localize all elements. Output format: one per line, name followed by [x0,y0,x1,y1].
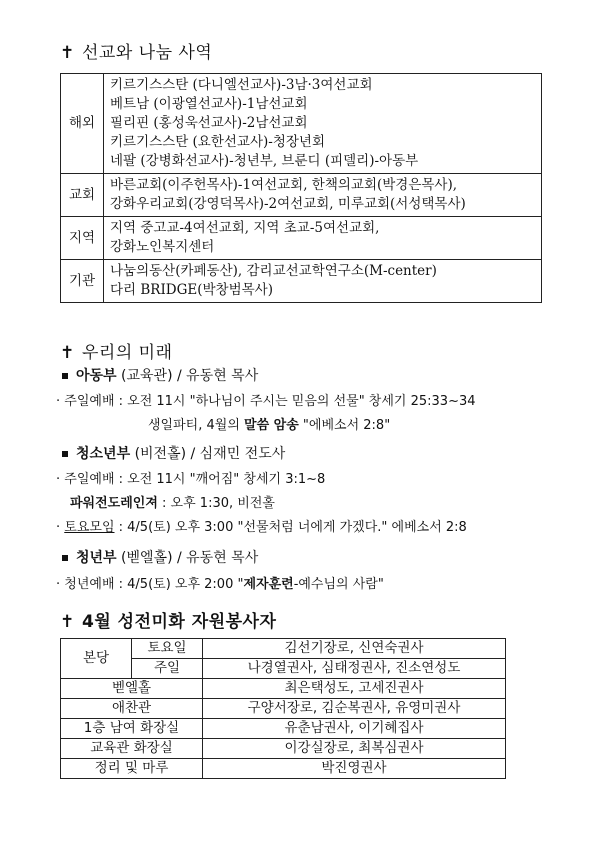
names-cell: 최은택성도, 고세진권사 [203,679,506,699]
young-adult-heading: 청년부 (벧엘홀) / 유동현 목사 [62,547,258,567]
names-cell: 유춘남권사, 이기혜집사 [203,719,506,739]
table-row [61,639,506,659]
category-cell: 해외 [61,74,104,174]
place-cell: 애찬관 [61,699,203,719]
category-content: 키르기스스탄 (다니엘선교사)-3남·3여선교회 베트남 (이광열선교사)-1남선교회 필리핀 (홍성욱선교사)-2남선교회 키르기스스탄 (요한선교사)-청장년회 네팔 (강병화선교사)-청년부, 브룬디 (피델리)-아동부 [104,74,542,174]
day-cell: 토요일 [132,639,203,659]
mission-section-title: ✝ 선교와 나눔 사역 [60,43,213,63]
main-sanctuary-cell: 본당 [61,639,132,679]
volunteers-table [60,638,506,779]
young-adult-worship: · 청년예배 : 4/5(토) 오후 2:00 "제자훈련-예수님의 사람" [56,577,384,592]
square-bullet-icon [62,451,68,457]
youth-worship: · 주일예배 : 오전 11시 "깨어짐" 창세기 3:1~8 [56,472,326,487]
youth-power-ranger: 파워전도레인져 : 오후 1:30, 비전홀 [70,496,275,511]
place-cell: 1층 남여 화장실 [61,719,203,739]
cross-icon: ✝ [60,43,75,63]
table-row [61,719,506,739]
volunteers-section-title: ✝ 4월 성전미화 자원봉사자 [60,612,277,632]
children-memory-verse: 생일파티, 4월의 말씀 암송 "에베소서 2:8" [148,418,391,433]
mission-table [60,73,542,303]
table-row [61,74,542,174]
category-cell: 기관 [61,260,104,303]
category-content: 나눔의동산(카페동산), 감리교선교학연구소(M-center) 다리 BRIDGE(박창범목사) [104,260,542,303]
category-content: 바른교회(이주헌목사)-1여선교회, 한책의교회(박경은목사), 강화우리교회(강영덕목사)-2여선교회, 미루교회(서성택목사) [104,174,542,217]
names-cell: 박진영권사 [203,759,506,779]
category-content: 지역 중고교-4여선교회, 지역 초교-5여선교회, 강화노인복지센터 [104,217,542,260]
square-bullet-icon [62,555,68,561]
category-cell: 지역 [61,217,104,260]
names-cell: 김선기장로, 신연숙권사 [203,639,506,659]
names-cell: 나경열권사, 심태정권사, 진소연성도 [203,659,506,679]
cross-icon: ✝ [60,343,75,363]
youth-saturday-meeting: · 토요모임 : 4/5(토) 오후 3:00 "선물처럼 너에게 가겠다." 에베소서 2:8 [56,520,467,535]
youth-heading: 청소년부 (비전홀) / 심재민 전도사 [62,443,285,463]
cross-icon: ✝ [60,612,75,632]
category-cell: 교회 [61,174,104,217]
children-heading: 아동부 (교육관) / 유동현 목사 [62,365,258,385]
square-bullet-icon [62,373,68,379]
place-cell: 교육관 화장실 [61,739,203,759]
day-cell: 주일 [132,659,203,679]
table-row [61,174,542,217]
place-cell: 정리 및 마루 [61,759,203,779]
table-row [61,217,542,260]
children-worship: · 주일예배 : 오전 11시 "하나님이 주시는 믿음의 선물" 창세기 25:33~34 [56,394,476,409]
table-row [61,260,542,303]
place-cell: 벧엘홀 [61,679,203,699]
names-cell: 이강실장로, 최복심권사 [203,739,506,759]
names-cell: 구양서장로, 김순복권사, 유영미권사 [203,699,506,719]
table-row [61,679,506,699]
future-section-title: ✝ 우리의 미래 [60,343,173,363]
table-row [61,759,506,779]
table-row [61,739,506,759]
table-row [61,699,506,719]
